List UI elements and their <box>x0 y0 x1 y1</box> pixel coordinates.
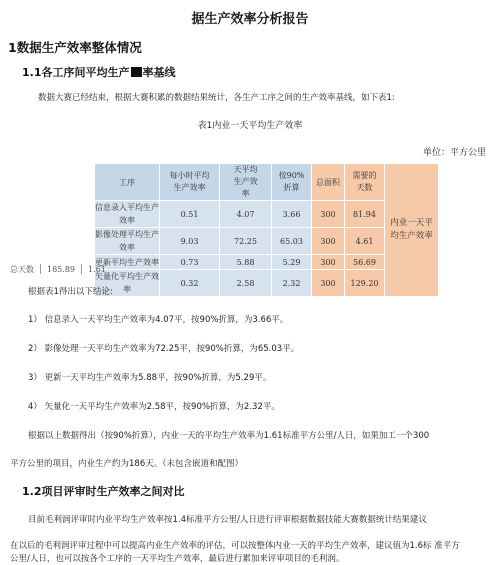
summary-row <box>10 264 106 275</box>
conclusion-paragraph-line: 根据以上数据得出（按90%折算），内业一天的平均生产效率为1.61标准平方公里/人日，如果加工一个300 <box>28 431 430 441</box>
conclusion-item: 1） 信息录入一天平均生产效率为4.07平，按90%折算，为3.66平。 <box>28 315 289 325</box>
header-discount: 按90% 折算 <box>272 164 312 201</box>
cell-discount: 3.66 <box>272 201 312 228</box>
header-daily-efficiency: 内业一天平均生产效率 <box>385 164 439 297</box>
summary-daily-rate: 1.61 <box>88 265 106 274</box>
cell-per-day: 4.07 <box>220 201 272 228</box>
efficiency-table <box>94 163 439 297</box>
cell-days-needed: 4.61 <box>345 228 385 255</box>
cell-total-area: 300 <box>312 228 345 255</box>
cell-discount: 65.03 <box>272 228 312 255</box>
cell-days-needed: 56.69 <box>345 255 385 270</box>
document-title: 据生产效率分析报告 <box>191 12 309 27</box>
cell-total-area: 300 <box>312 201 345 228</box>
cell-total-area: 300 <box>312 255 345 270</box>
cell-discount: 5.29 <box>272 255 312 270</box>
section-heading-1-2: 1.2项目评审时生产效率之间对比 <box>22 485 185 498</box>
unit-label: 单位：平方公里 <box>422 148 486 158</box>
conclusion-item: 3） 更新一天平均生产效率为5.88平，按90%折算，为5.29平。 <box>28 373 272 383</box>
cell-discount: 2.32 <box>272 270 312 297</box>
cell-process: 信息录入平均生产效率 <box>95 201 160 228</box>
section-1-2-line: 目前毛利润评审时内业平均生产效率按1.4标准平方公里/人日进行评审根据数据技能大赛数据统计结果建议 <box>28 515 427 525</box>
header-per-hour: 每小时平均生产效率 <box>160 164 220 201</box>
section-heading-1-1-pre: 1.1各工序间平均生产 <box>22 66 130 79</box>
section-heading-1: 1数据生产效率整体情况 <box>8 40 142 55</box>
cell-per-day: 5.88 <box>220 255 272 270</box>
cell-process: 更新平均生产效率 <box>95 255 160 270</box>
conclusion-item: 2） 影像处理一天平均生产效率为72.25平，按90%折算，为65.03平。 <box>28 344 300 354</box>
redaction-mark <box>131 67 142 77</box>
header-days-needed: 需要的天数 <box>345 164 385 201</box>
table-caption: 表1内业一天平均生产效率 <box>197 121 303 131</box>
section-1-2-line: 公里/人日，也可以按各个工序的一天平均生产效率，最后进行累加来评审项目的毛利润。 <box>10 554 345 564</box>
conclusion-lead: 根据表1得出以下结论: <box>28 287 113 297</box>
cell-per-hour: 9.03 <box>160 228 220 255</box>
summary-divider <box>40 264 41 274</box>
cell-per-day: 2.58 <box>220 270 272 297</box>
section-1-2-line: 在以后的毛利润评审过程中可以提高内业生产效率的评估，可以按整体内业一天的平均生产效率，建议值为1.6标 准平方 <box>10 541 460 551</box>
summary-divider <box>81 264 82 274</box>
cell-process: 影像处理平均生产效率 <box>95 228 160 255</box>
cell-per-day: 72.25 <box>220 228 272 255</box>
intro-paragraph: 数据大赛已经结束，根据大赛积累的数据结果统计，各生产工序之间的生产效率基线，如下表1: <box>38 93 395 103</box>
cell-days-needed: 129.20 <box>345 270 385 297</box>
summary-total-days: 185.89 <box>47 265 75 274</box>
conclusion-item: 4） 矢量化一天平均生产效率为2.58平，按90%折算，为2.32平。 <box>28 402 280 412</box>
header-process: 工序 <box>95 164 160 201</box>
cell-per-hour: 0.51 <box>160 201 220 228</box>
table-header-row <box>95 164 439 201</box>
conclusion-paragraph-line: 平方公里的项目，内业生产约为186天。（未包含嵌道和配图） <box>10 459 243 469</box>
cell-process: 矢量化平均生产效率 <box>95 270 160 297</box>
summary-label: 总天数 <box>10 265 34 274</box>
cell-per-hour: 0.73 <box>160 255 220 270</box>
section-heading-1-1-post: 率基线 <box>142 66 176 79</box>
cell-days-needed: 81.94 <box>345 201 385 228</box>
cell-total-area: 300 <box>312 270 345 297</box>
section-heading-1-1 <box>22 64 176 80</box>
cell-per-hour: 0.32 <box>160 270 220 297</box>
header-total-area: 总面积 <box>312 164 345 201</box>
header-per-day: 天平均生产效率 <box>220 164 272 201</box>
